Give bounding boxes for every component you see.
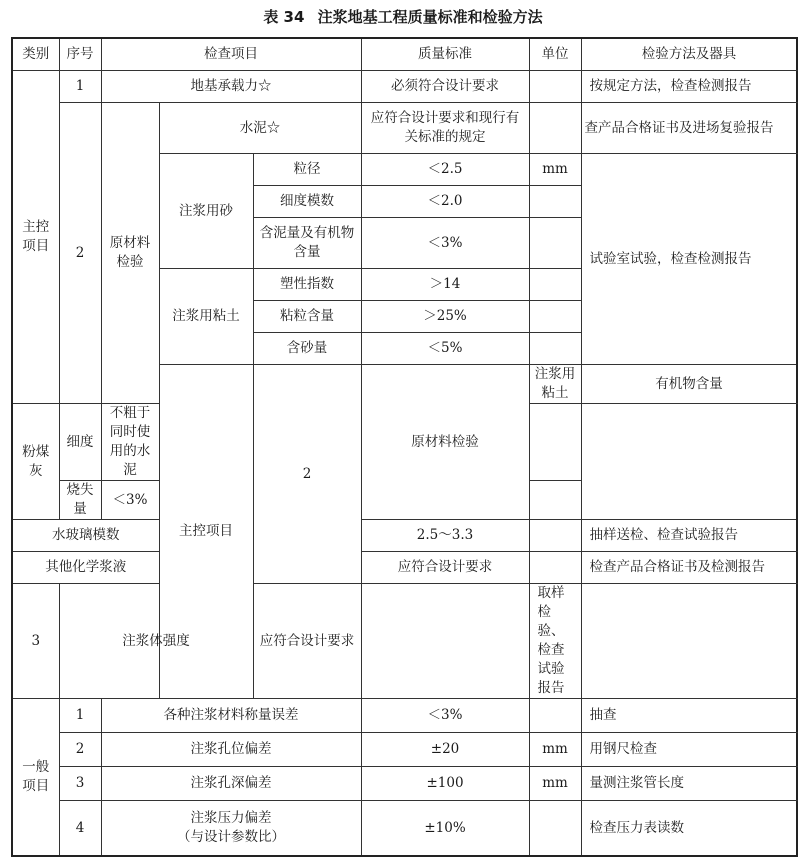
unit-cell [529, 301, 581, 333]
row-no: 3 [12, 584, 59, 699]
item-line-1: 注浆压力偏差 [190, 810, 272, 826]
method-cell: 抽样送检、检查试验报告 [581, 520, 797, 552]
standard-cell: ＞25% [361, 301, 529, 333]
group-label: 注浆用砂 [159, 154, 253, 269]
item-line-2: （与设计参数比） [177, 829, 285, 845]
table-row [12, 767, 797, 801]
unit-cell [529, 333, 581, 365]
sub-item-cell: 细度模数 [253, 186, 361, 218]
category-main-2: 主控项目 [159, 365, 253, 699]
group-label: 粉煤灰 [12, 404, 59, 520]
sub-item-cell: 含泥量及有机物含量 [253, 218, 361, 269]
item-cell: 其他化学浆液 [12, 552, 159, 584]
table-number: 表 34 [263, 8, 305, 26]
header-row [12, 38, 797, 71]
unit-cell [529, 481, 581, 520]
category-general: 一般项目 [12, 699, 59, 857]
unit-cell: mm [529, 733, 581, 767]
table-row [12, 552, 797, 584]
sub-item-cell: 含砂量 [253, 333, 361, 365]
standard-cell: ＜5% [361, 333, 529, 365]
standard-cell: ＜3% [361, 218, 529, 269]
unit-cell [529, 186, 581, 218]
unit-cell [529, 71, 581, 103]
standard-cell: ＜2.0 [361, 186, 529, 218]
table-row [12, 520, 797, 552]
sub-item-cell: 有机物含量 [581, 365, 797, 404]
method-cell: 取样检验、检查试验报告 [529, 584, 581, 699]
header-no: 序号 [59, 38, 101, 71]
unit-cell [529, 520, 581, 552]
table-row [12, 103, 797, 154]
row-no: 2 [253, 365, 361, 584]
sub-item-cell: 细度 [59, 404, 101, 481]
standard-cell: ±100 [361, 767, 529, 801]
unit-cell: mm [529, 154, 581, 186]
table-name: 注浆地基工程质量标准和检验方法 [317, 8, 543, 26]
group-label: 注浆用粘土 [159, 269, 253, 365]
quality-standard-table [11, 37, 798, 857]
row-no: 1 [59, 699, 101, 733]
unit-cell: mm [529, 767, 581, 801]
method-cell: 用钢尺检查 [581, 733, 797, 767]
row-no: 4 [59, 801, 101, 857]
item-cell: 水泥☆ [159, 103, 361, 154]
table-row [12, 699, 797, 733]
method-cell: 检查产品合格证书及检测报告 [581, 552, 797, 584]
standard-cell: ＜2.5 [361, 154, 529, 186]
row-no: 2 [59, 733, 101, 767]
sub-item-cell: 粒径 [253, 154, 361, 186]
header-category: 类别 [12, 38, 59, 71]
table-row [12, 584, 797, 699]
item-cell: 各种注浆材料称量误差 [101, 699, 361, 733]
header-standard: 质量标准 [361, 38, 529, 71]
method-cell: 抽查 [581, 699, 797, 733]
item-cell: 注浆体强度 [59, 584, 253, 699]
sub-item-cell: 塑性指数 [253, 269, 361, 301]
standard-cell: 应符合设计要求 [253, 584, 361, 699]
table-row [12, 733, 797, 767]
standard-cell: 2.5～3.3 [361, 520, 529, 552]
standard-cell: ＜3% [101, 481, 159, 520]
group-label: 注浆用粘土 [529, 365, 581, 404]
header-method: 检验方法及器具 [581, 38, 797, 71]
unit-cell [529, 699, 581, 733]
table-row [12, 801, 797, 857]
method-cell: 量测注浆管长度 [581, 767, 797, 801]
standard-cell: 应符合设计要求 [361, 552, 529, 584]
standard-cell: 应符合设计要求和现行有关标准的规定 [361, 103, 529, 154]
item-cell: 注浆孔深偏差 [101, 767, 361, 801]
unit-cell [529, 801, 581, 857]
item-cell: 水玻璃模数 [12, 520, 159, 552]
sub-item-cell: 烧失量 [59, 481, 101, 520]
row-no: 1 [59, 71, 101, 103]
unit-cell [361, 584, 529, 699]
item-cell [101, 801, 361, 857]
table-title [0, 6, 806, 27]
header-unit: 单位 [529, 38, 581, 71]
sub-item-cell: 粘粒含量 [253, 301, 361, 333]
standard-cell: ±10% [361, 801, 529, 857]
raw-material-label: 原材料检验 [361, 365, 529, 520]
raw-material-label: 原材料检验 [101, 103, 159, 404]
method-cell: 检查压力表读数 [581, 801, 797, 857]
method-cell: 按规定方法，检查检测报告 [581, 71, 797, 103]
standard-cell: 必须符合设计要求 [361, 71, 529, 103]
item-cell: 注浆孔位偏差 [101, 733, 361, 767]
standard-cell: ±20 [361, 733, 529, 767]
unit-cell [529, 103, 581, 154]
category-main-1: 主控项目 [12, 71, 59, 404]
unit-cell [529, 552, 581, 584]
method-cell: 查产品合格证书及进场复验报告 [581, 103, 797, 154]
item-cell: 地基承载力☆ [101, 71, 361, 103]
standard-cell: ＞14 [361, 269, 529, 301]
unit-cell [529, 269, 581, 301]
method-cell: 试验室试验，检查检测报告 [581, 154, 797, 365]
standard-cell: 不粗于同时使用的水泥 [101, 404, 159, 481]
row-no: 2 [59, 103, 101, 404]
unit-cell [529, 218, 581, 269]
header-item: 检查项目 [101, 38, 361, 71]
standard-cell: ＜3% [361, 699, 529, 733]
table-row [12, 71, 797, 103]
row-no: 3 [59, 767, 101, 801]
unit-cell [529, 404, 581, 481]
